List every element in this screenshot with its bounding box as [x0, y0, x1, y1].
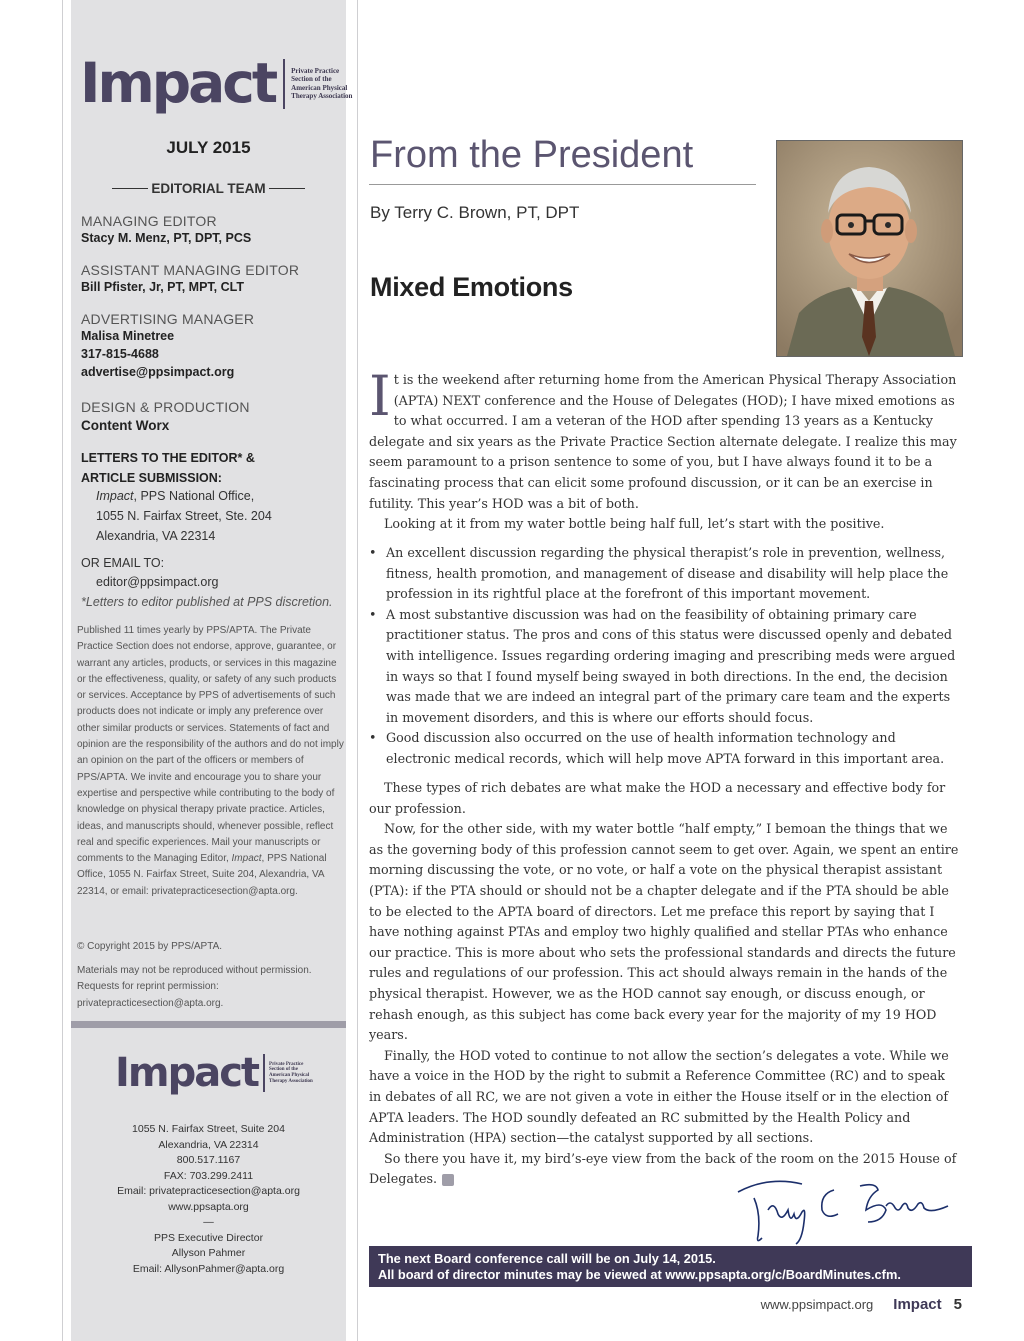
article-paragraph: Now, for the other side, with my water bottle “half empty,” I bemoan the things that we as the governing body of this profession cannot seem to get over. Again, we spent an entire morning discussing the vote, or no vote, or half a vote on the physical therapist assistant (PTA): if the PTA should or should not be a chapter delegate and if the PTA should be able to be elected to the APTA board of directors. Let me preface this report by saying that I have nothing against PTAs and employ two highly qualified and stellar PTAs who enhance our practice. This is more about who sets the professional standards and directs the future rules and regulations of our profession. This act should always remain in the hands of the physical therapist. However, we as the HOD cannot say enough, or discuss enough, or rehash enough, as this subject has come back every year for the majority of my 19 HOD years.: [369, 821, 959, 1043]
article-intro: [369, 364, 961, 535]
article-body: [369, 778, 961, 1190]
page-title: From the President: [370, 134, 694, 176]
copyright-notice: © Copyright 2015 by PPS/APTA.: [77, 941, 223, 952]
page-footer: [761, 1296, 962, 1313]
title-underline: [369, 184, 756, 185]
director-email-link[interactable]: Email: AllysonPahmer@apta.org: [132, 1262, 285, 1275]
office-contact-block: 1055 N. Fairfax Street, Suite 204 Alexandria, VA 22314 800.517.1167 FAX: 703.299.2411 Email: privatepracticesection@apta.org www.ppsapta.org — PPS Executive Director Allyson Pahmer Email: AllysonPahmer@apta.org: [71, 1122, 346, 1277]
list-item: • A most substantive discussion was had on the feasibility of obtaining primary care practitioner status. The pros and cons of this status were discussed openly and debated with intelligence. Issues regarding ordering imaging and prescribing meds were argued in ways so that I found myself being swayed in both directions. In the end, the decision was made that we are indeed an integral part of the primary care team and the experts in movement disorders, and this is where our efforts should focus.: [369, 606, 956, 725]
bullet-list: [369, 543, 961, 770]
drop-cap: I: [369, 364, 391, 428]
list-item: • An excellent discussion regarding the physical therapist’s role in prevention, wellness, fitness, health promotion, and management of disease and disability will help place the profession in its rightful place at the forefront of this important movement.: [369, 545, 949, 602]
assistant-managing-editor: ASSISTANT MANAGING EDITOR Bill Pfister, Jr, PT, MPT, CLT: [81, 262, 300, 294]
editor-email-link[interactable]: editor@ppsimpact.org: [96, 575, 219, 589]
author-signature: [734, 1170, 954, 1253]
footer-brand: Impact: [893, 1296, 942, 1313]
issue-date: JULY 2015: [166, 138, 251, 157]
editorial-team-heading: EDITORIAL TEAM: [71, 181, 346, 196]
column-divider: [357, 0, 358, 1341]
office-web-link[interactable]: www.ppsapta.org: [168, 1200, 249, 1213]
board-call-banner: The next Board conference call will be on July 14, 2015. All board of director minutes may be viewed at www.ppsapta.org/c/BoardMinutes.cfm.: [369, 1246, 972, 1287]
author-photo: [776, 140, 963, 357]
list-item: • Good discussion also occurred on the use of health information technology and electronic medical records, which will help move APTA forward in this important area.: [369, 730, 945, 766]
page-number: 5: [953, 1296, 962, 1313]
logo-divider: [283, 59, 285, 109]
logo-wordmark: Impact: [80, 51, 276, 115]
advertising-email-link[interactable]: advertise@ppsimpact.org: [81, 365, 235, 379]
permissions-notice: Materials may not be reproduced without permission. Requests for reprint permission: privatepracticesection@apta.org.: [77, 965, 312, 1009]
article-headline: Mixed Emotions: [370, 272, 573, 302]
sidebar-separator-bar: [71, 1021, 346, 1028]
article-paragraph: Looking at it from my water bottle being half full, let’s start with the positive.: [384, 516, 885, 532]
letters-note: *Letters to editor published at PPS discretion.: [81, 595, 333, 609]
submission-address: Impact, PPS National Office, 1055 N. Fairfax Street, Ste. 204 Alexandria, VA 22314: [96, 489, 272, 543]
masthead-logo: [80, 51, 353, 115]
left-margin-rule: [62, 0, 63, 1341]
byline: By Terry C. Brown, PT, DPT: [370, 203, 580, 222]
logo-tagline: Private Practice Section of the American Physical Therapy Association: [269, 1061, 313, 1084]
letters-heading: LETTERS TO THE EDITOR* & ARTICLE SUBMISSION:: [81, 451, 255, 485]
design-production: DESIGN & PRODUCTION Content Worx: [81, 399, 250, 433]
managing-editor: MANAGING EDITOR Stacy M. Menz, PT, DPT, PCS: [81, 213, 252, 245]
office-email-link[interactable]: Email: privatepracticesection@apta.org: [117, 1185, 300, 1197]
sidebar-footer-logo: [115, 1050, 313, 1096]
article-paragraph: It is the weekend after returning home from the American Physical Therapy Association (APTA) NEXT conference and the House of Delegates (HOD); I have mixed emotions as to what occurred. I am a veteran of the HOD after spending 13 years as a Kentucky delegate and six years as the Private Practice Section alternate delegate. I realize this may seem paramount to a prison sentence to some of you, but I have always found it to be a fascinating process that can elicit some profound discussion, or it can be an exercise in futility. This year’s HOD was a bit of both.: [369, 364, 957, 511]
article-paragraph: So there you have it, my bird’s-eye view from the back of the room on the 2015 House of Delegates.: [369, 1150, 957, 1187]
end-mark-icon: [442, 1174, 454, 1186]
article-paragraph: These types of rich debates are what make the HOD a necessary and effective body for our profession.: [369, 780, 946, 816]
legal-disclaimer: Published 11 times yearly by PPS/APTA. The Private Practice Section does not endorse, approve, guarantee, or warrant any articles, products, or services in this magazine or the effectiveness, quality, or safety of any such products or services. Acceptance by PPS of advertisements of such products does not indicate or imply any preference over other similar products or services. Statements of fact and opinion are the responsibility of the authors and do not imply an opinion on the part of the officers or members of PPS/APTA. We invite and encourage you to share your expertise and perspective while contributing to the body of knowledge on physical therapy private practice. Articles, ideas, and manuscripts should, whenever possible, reflect real and specific experiences. Mail your manuscripts or comments to the Managing Editor, Impact, PPS National Office, 1055 N. Fairfax Street, Suite 204, Alexandria, VA 22314, or email: privatepracticesection@apta.org.: [77, 625, 344, 897]
footer-url-link[interactable]: www.ppsimpact.org: [760, 1297, 874, 1312]
board-minutes-link[interactable]: All board of director minutes may be viewed at www.ppsapta.org/c/BoardMinutes.cfm.: [378, 1267, 901, 1282]
logo-tagline: Private Practice Section of the American Physical Therapy Association: [291, 67, 353, 100]
logo-wordmark: Impact: [115, 1050, 259, 1096]
advertising-manager: ADVERTISING MANAGER Malisa Minetree 317-815-4688 advertise@ppsimpact.org: [81, 311, 343, 379]
article-paragraph: Finally, the HOD voted to continue to not allow the section’s delegates a vote. While we have a voice in the HOD by the right to submit a Reference Committee (RC) and to speak in debates of all RC, we are not given a vote in either the House itself or in the election of APTA leaders. The HOD soundly defeated an RC submitted by the Health Policy and Administration (HPA) section—the catalyst supported by all sections.: [369, 1047, 949, 1146]
or-email-label: OR EMAIL TO:: [81, 556, 165, 570]
logo-divider: [263, 1054, 265, 1092]
